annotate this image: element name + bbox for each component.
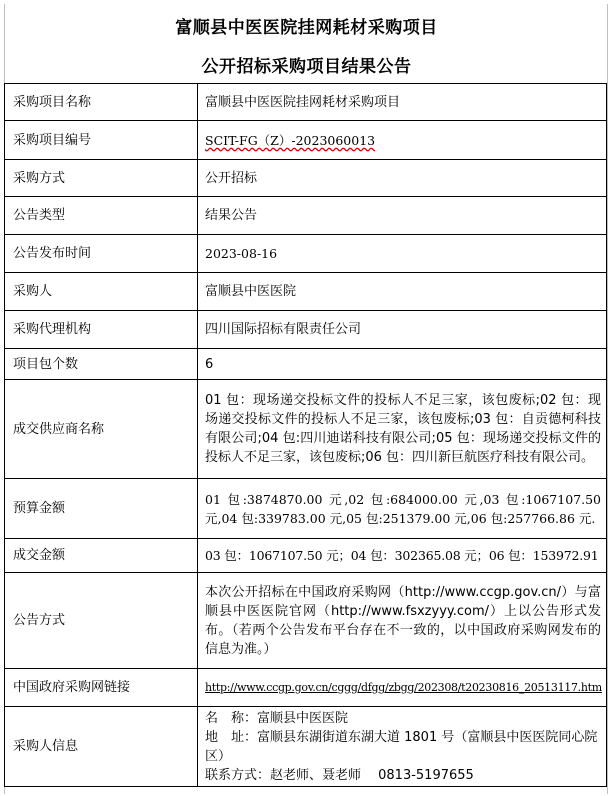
row-value (198, 669, 607, 707)
row-value (198, 707, 607, 787)
row-label: 中国政府采购网链接 (5, 669, 198, 707)
announcement-table (4, 83, 607, 787)
row-label: 采购人信息 (5, 707, 198, 787)
table-row (5, 707, 607, 787)
table-row (5, 235, 607, 273)
row-label: 采购人 (5, 273, 198, 311)
row-value: 03 包：1067107.50 元；04 包：302365.08 元；06 包：153972.91 (198, 539, 607, 573)
page-title-line2: 公开招标采购项目结果公告 (201, 57, 412, 77)
row-value: 6 (198, 349, 607, 380)
table-row (5, 84, 607, 121)
row-label: 公告发布时间 (5, 235, 198, 273)
row-value: 01 包：现场递交投标文件的投标人不足三家，该包废标;02 包：现场递交投标文件的投标人不足三家，该包废标;03 包：自贡德柯科技有限公司;04 包:四川迪诺科技有限公司;05 包：现场递交投标文件的投标人不足三家，该包废标;06 包：四川新巨航医疗科技有限公司。 (198, 380, 607, 479)
table-row (5, 479, 607, 539)
table-row (5, 573, 607, 669)
row-label: 公告类型 (5, 197, 198, 235)
row-value: 四川国际招标有限责任公司 (198, 311, 607, 349)
table-row (5, 197, 607, 235)
table-row (5, 273, 607, 311)
row-value: 富顺县中医医院 (198, 273, 607, 311)
row-value: 本次公开招标在中国政府采购网（http://www.ccgp.gov.cn/）与富顺县中医医院官网（http://www.fsxzyyy.com/）上以公告形式发布。（若两个公告发布平台存在不一致的，以中国政府采购网发布的信息为准。） (198, 573, 607, 669)
row-label: 公告方式 (5, 573, 198, 669)
row-value: 结果公告 (198, 197, 607, 235)
row-label: 项目包个数 (5, 349, 198, 380)
purchaser-address: 地 址：富顺县东湖街道东湖大道 1801 号（富顺县中医医院同心院区） (205, 729, 598, 764)
row-value: 2023-08-16 (198, 235, 607, 273)
row-label: 成交供应商名称 (5, 380, 198, 479)
table-row (5, 121, 607, 160)
ccgp-link[interactable]: http://www.ccgp.gov.cn/cggg/dfgg/zbgg/202308/t20230816_20513117.htm (205, 681, 602, 694)
table-row (5, 380, 607, 479)
project-number: SCIT-FG（Z）-2023060013 (205, 132, 376, 148)
purchaser-contact: 联系方式：赵老师、聂老师 0813-5197655 (205, 767, 474, 783)
row-value: 01 包:3874870.00 元,02 包:684000.00 元,03 包:1067107.50 元,04 包:339783.00 元,05 包:251379.00 元,06 包:257766.86 元. (198, 479, 607, 539)
row-value: 公开招标 (198, 160, 607, 197)
purchaser-name: 名 称：富顺县中医医院 (205, 710, 349, 726)
row-label: 采购方式 (5, 160, 198, 197)
row-label: 成交金额 (5, 539, 198, 573)
table-row (5, 311, 607, 349)
row-label: 采购代理机构 (5, 311, 198, 349)
row-label: 采购项目名称 (5, 84, 198, 121)
row-label: 预算金额 (5, 479, 198, 539)
row-value: 富顺县中医医院挂网耗材采购项目 (198, 84, 607, 121)
row-label: 采购项目编号 (5, 121, 198, 160)
table-row (5, 539, 607, 573)
table-row (5, 160, 607, 197)
row-value (198, 121, 607, 160)
page-title-line1: 富顺县中医医院挂网耗材采购项目 (175, 18, 438, 38)
table-row (5, 349, 607, 380)
table-row (5, 669, 607, 707)
